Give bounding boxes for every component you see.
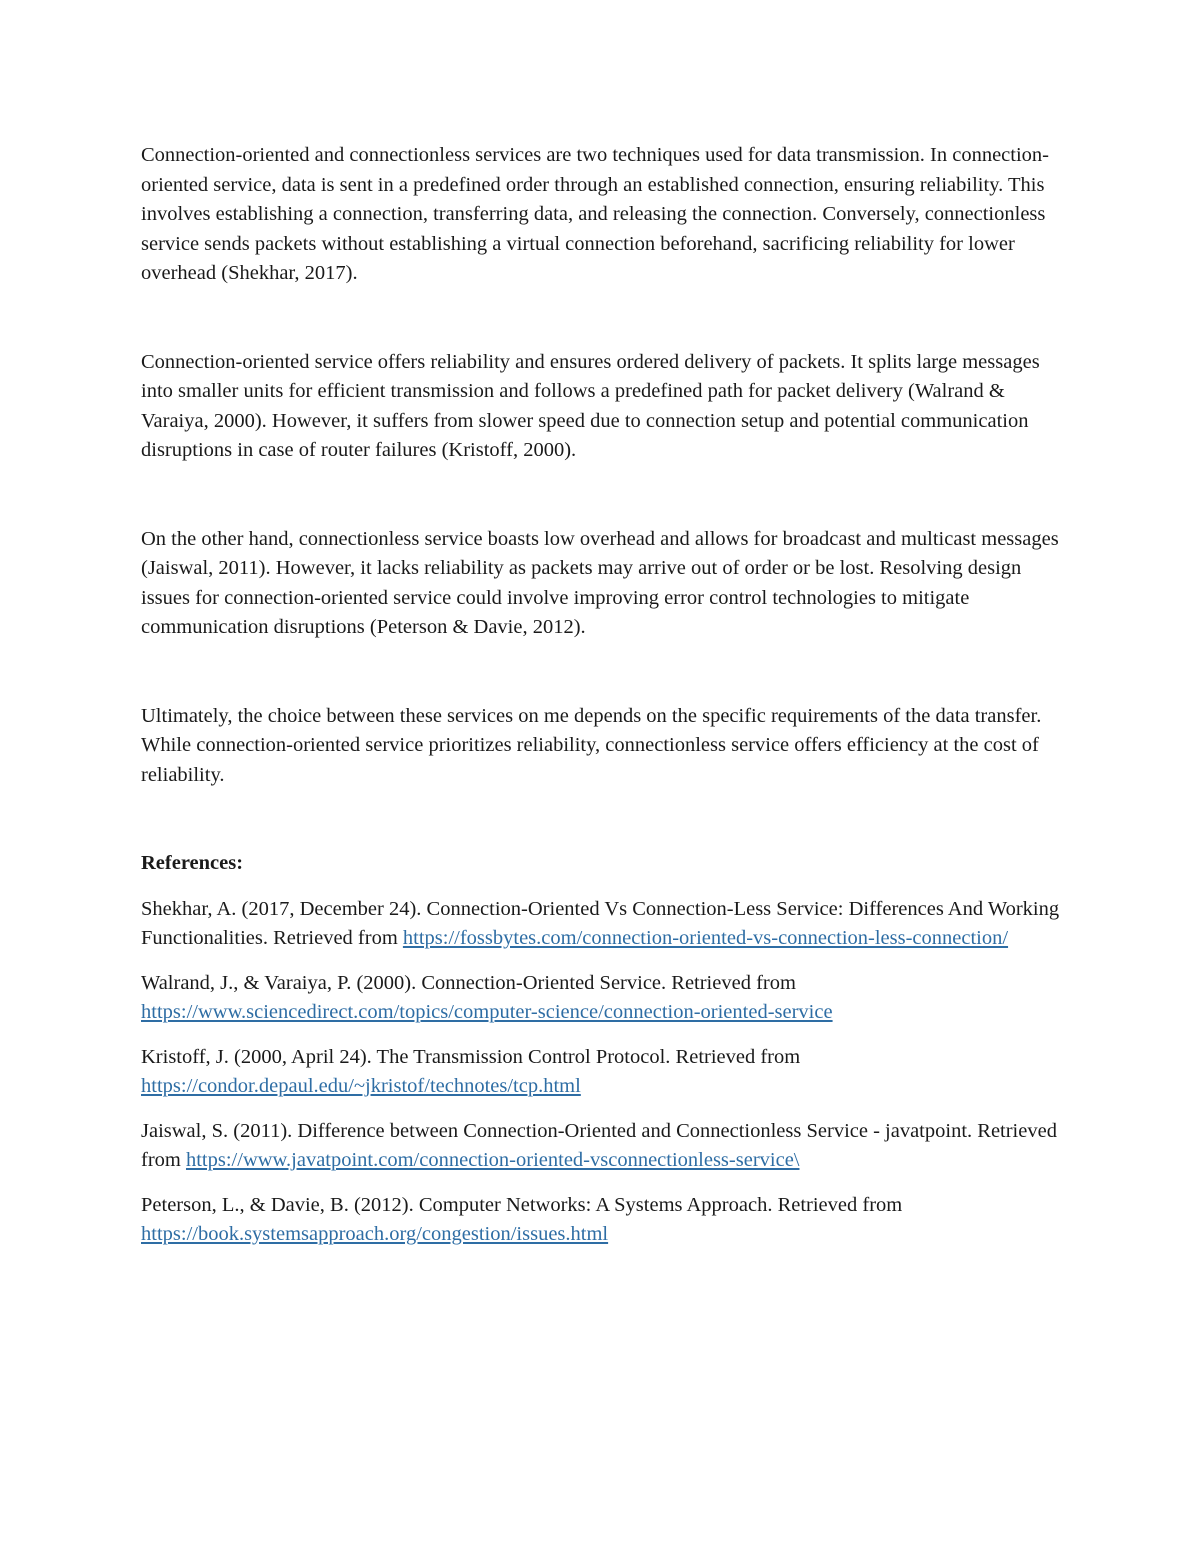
reference-citation: Peterson, L., & Davie, B. (2012). Computer Networks: A Systems Approach. Retrieved from <box>141 1193 903 1216</box>
reference-link[interactable]: https://condor.depaul.edu/~jkristof/technotes/tcp.html <box>141 1075 581 1097</box>
paragraph-intro: Connection-oriented and connectionless services are two techniques used for data transmission. In connection-oriented service, data is sent in a predefined order through an established connection, ensuring reliability. This involves establishing a connection, transferring data, and releasing the connection. Conversely, connectionless service sends packets without establishing a virtual connection beforehand, sacrificing reliability for lower overhead (Shekhar, 2017). <box>141 144 1049 284</box>
reference-entry <box>141 969 1066 1028</box>
reference-entry <box>141 1117 1066 1176</box>
reference-entry <box>141 1043 1066 1102</box>
reference-entry <box>141 895 1066 954</box>
reference-link[interactable]: https://www.javatpoint.com/connection-oriented-vsconnectionless-service\ <box>185 1149 800 1171</box>
references-heading: References: <box>141 852 244 874</box>
reference-entry <box>141 1191 1066 1250</box>
paragraph-connection-oriented: Connection-oriented service offers reliability and ensures ordered delivery of packets. It splits large messages into smaller units for efficient transmission and follows a predefined path for packet delivery (Walrand & Varaiya, 2000). However, it suffers from slower speed due to connection setup and potential communication disruptions in case of router failures (Kristoff, 2000). <box>141 350 1040 461</box>
reference-citation: Walrand, J., & Varaiya, P. (2000). Connection-Oriented Service. Retrieved from <box>141 971 796 994</box>
reference-citation: Jaiswal, S. (2011). Difference between Connection-Oriented and Connectionless Service - javatpoint. Retrieved from <box>141 1119 1057 1171</box>
paragraph-conclusion: Ultimately, the choice between these services on me depends on the specific requirements of the data transfer. While connection-oriented service prioritizes reliability, connectionless service offers efficiency at the cost of reliability. <box>141 704 1042 786</box>
reference-citation: Kristoff, J. (2000, April 24). The Transmission Control Protocol. Retrieved from <box>141 1045 801 1068</box>
reference-citation: Shekhar, A. (2017, December 24). Connection-Oriented Vs Connection-Less Service: Differences And Working Functionalities. Retrieved from <box>141 897 1060 949</box>
reference-link[interactable]: https://fossbytes.com/connection-oriented-vs-connection-less-connection/ <box>402 927 1009 949</box>
references-section <box>141 849 1066 1250</box>
document-body <box>141 141 1066 1265</box>
reference-link[interactable]: https://book.systemsapproach.org/congestion/issues.html <box>141 1223 609 1245</box>
paragraph-connectionless: On the other hand, connectionless service boasts low overhead and allows for broadcast and multicast messages (Jaiswal, 2011). However, it lacks reliability as packets may arrive out of order or be lost. Resolving design issues for connection-oriented service could involve improving error control technologies to mitigate communication disruptions (Peterson & Davie, 2012). <box>141 527 1059 638</box>
reference-link[interactable]: https://www.sciencedirect.com/topics/computer-science/connection-oriented-service <box>141 1001 833 1023</box>
